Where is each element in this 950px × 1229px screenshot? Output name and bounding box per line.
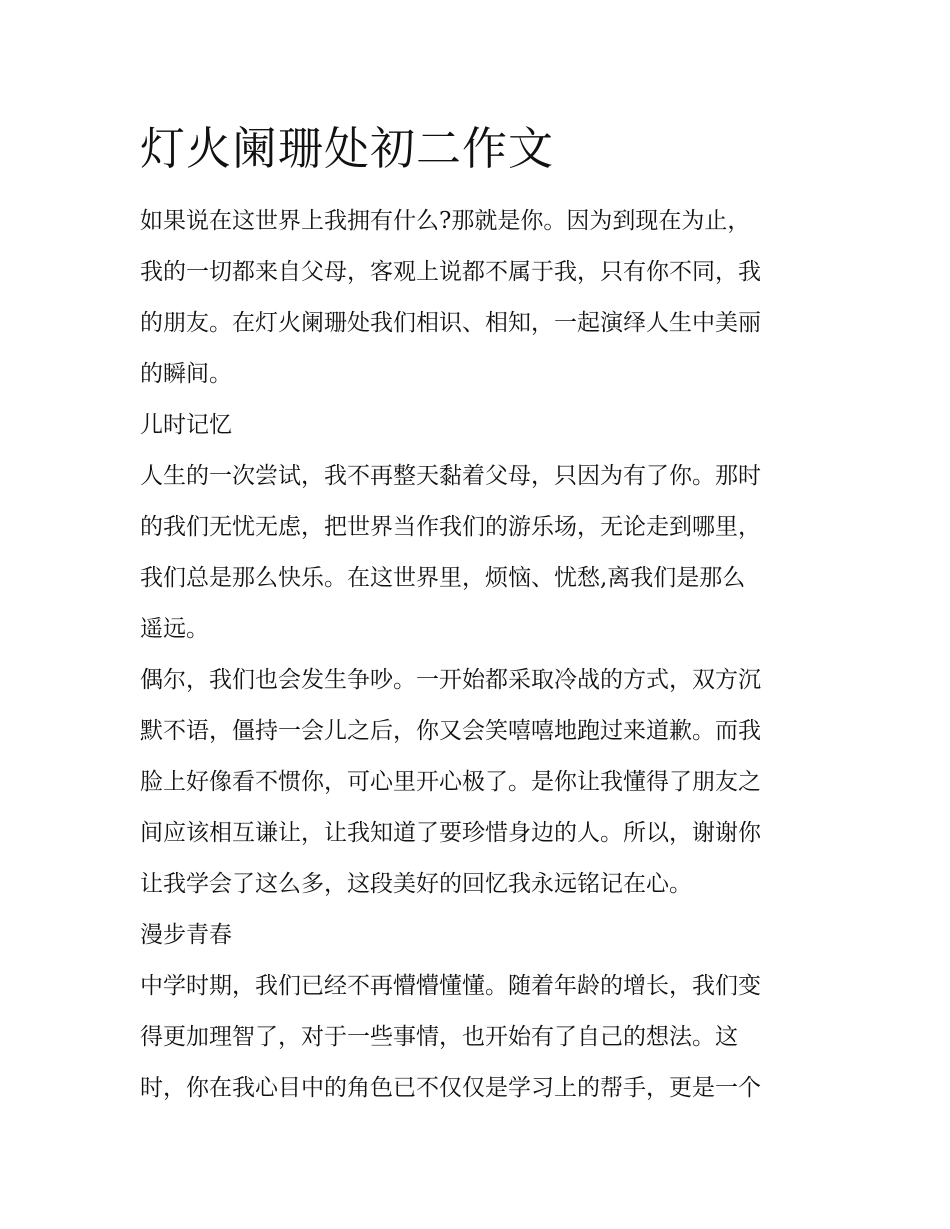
page-title: 灯火阑珊处初二作文 (140, 122, 555, 175)
text-line: 人生的一次尝试，我不再整天黏着父母，只因为有了你。那时 (140, 463, 761, 489)
text-line: 时，你在我心目中的角色已不仅仅是学习上的帮手，更是一个 (140, 1075, 761, 1101)
section-heading-childhood: 儿时记忆 (140, 412, 232, 438)
essay-body (140, 112, 820, 1114)
text-line: 如果说在这世界上我拥有什么?那就是你。因为到现在为止， (140, 208, 751, 234)
text-line: 脸上好像看不惯你，可心里开心极了。是你让我懂得了朋友之 (140, 769, 761, 795)
section-heading-youth: 漫步青春 (140, 922, 232, 948)
text-line: 的朋友。在灯火阑珊处我们相识、相知，一起演绎人生中美丽 (140, 310, 761, 336)
text-line: 遥远。 (140, 616, 209, 642)
text-line: 得更加理智了，对于一些事情，也开始有了自己的想法。这 (140, 1024, 738, 1050)
text-line: 默不语，僵持一会儿之后，你又会笑嘻嘻地跑过来道歉。而我 (140, 718, 761, 744)
text-line: 的瞬间。 (140, 361, 232, 387)
text-line: 我的一切都来自父母，客观上说都不属于我，只有你不同，我 (140, 259, 761, 285)
text-line: 偶尔，我们也会发生争吵。一开始都采取冷战的方式，双方沉 (140, 667, 761, 693)
text-line: 我们总是那么快乐。在这世界里，烦恼、忧愁,离我们是那么 (140, 565, 746, 591)
text-line: 中学时期，我们已经不再懵懵懂懂。随着年龄的增长，我们变 (140, 973, 761, 999)
text-line: 让我学会了这么多，这段美好的回忆我永远铭记在心。 (140, 871, 692, 897)
text-line: 间应该相互谦让，让我知道了要珍惜身边的人。所以，谢谢你 (140, 820, 761, 846)
text-line: 的我们无忧无虑，把世界当作我们的游乐场，无论走到哪里， (140, 514, 761, 540)
